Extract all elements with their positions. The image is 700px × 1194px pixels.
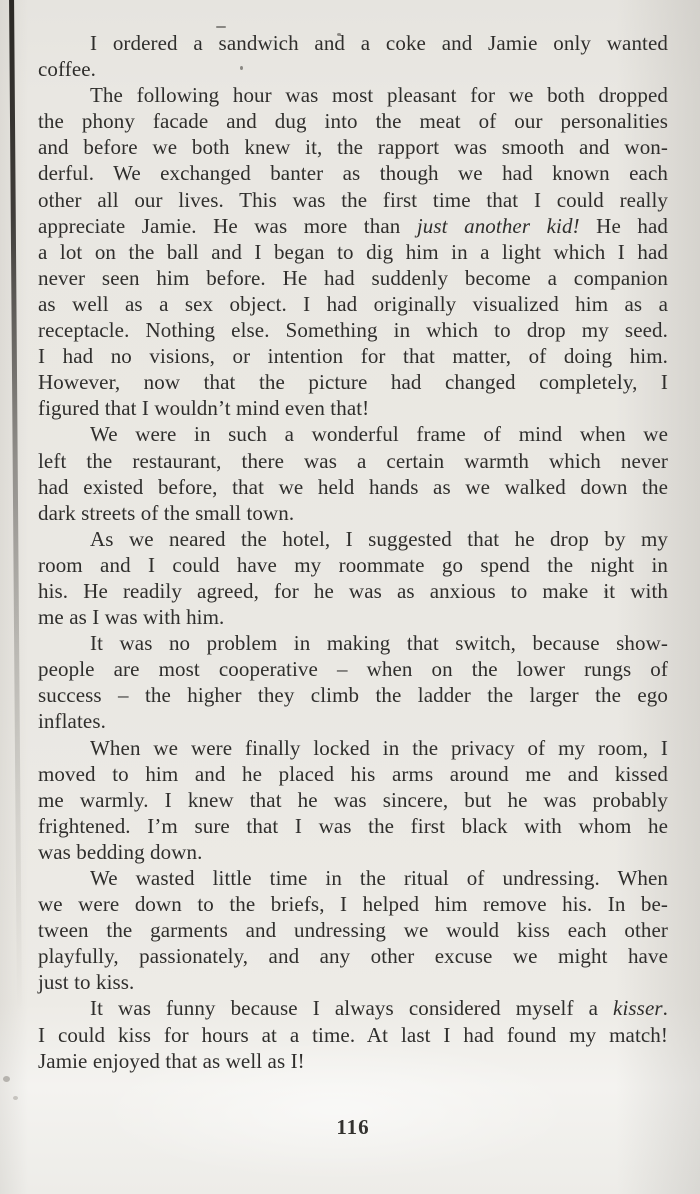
paragraph [38,82,668,421]
text-line: had existed before, that we held hands as we walked down the [38,474,668,499]
text-line: moved to him and he placed his arms around me and kissed [38,761,668,786]
text-line: However, now that the picture had changed completely, I [38,370,668,395]
text-line: success – the higher they climb the ladder the larger the ego [38,683,668,708]
text-line: figured that I wouldn’t mind even that! [38,396,370,421]
text-line: Jamie enjoyed that as well as I! [38,1048,305,1073]
text-line: As we neared the hotel, I suggested that he drop by my [90,526,668,551]
text-line: dark streets of the small town. [38,500,295,525]
text-line: I had no visions, or intention for that matter, of doing him. [38,344,668,369]
text-line: We were in such a wonderful frame of mind when we [90,422,668,447]
text-line: I could kiss for hours at a time. At last I had found my match! [38,1022,668,1047]
text-line: me as I was with him. [38,605,225,630]
text-line: and before we both knew it, the rapport was smooth and won- [38,135,668,160]
text-line: room and I could have my roommate go spend the night in [38,552,668,577]
text-line: It was funny because I always considered myself a kisser. [90,996,668,1021]
text-line: as well as a sex object. I had originally visualized him as a [38,291,668,316]
paragraph [38,865,668,995]
text-line: his. He readily agreed, for he was as anxious to make it with [38,578,668,603]
text-line: frightened. I’m sure that I was the first black with whom he [38,813,668,838]
text-line: the phony facade and dug into the meat of our personalities [38,109,668,134]
text-line: tween the garments and undressing we would kiss each other [38,918,668,943]
text-line: people are most cooperative – when on the lower rungs of [38,657,668,682]
text-line: never seen him before. He had suddenly become a companion [38,265,668,290]
scan-edge-shadow [9,0,22,1012]
text-line: derful. We exchanged banter as though we had known each [38,161,668,186]
paragraph [38,526,668,630]
text-line: playfully, passionately, and any other excuse we might have [38,944,668,969]
page-text [38,30,668,1074]
text-line: appreciate Jamie. He was more than just another kid! He had [38,213,668,238]
text-line: left the restaurant, there was a certain warmth which never [38,448,668,473]
scan-artifact [3,1076,10,1082]
text-line: It was no problem in making that switch, because show- [90,631,668,656]
text-line: other all our lives. This was the first time that I could really [38,187,668,212]
text-line: The following hour was most pleasant for we both dropped [90,83,668,108]
text-line: a lot on the ball and I began to dig him in a light which I had [38,239,668,264]
text-line: receptacle. Nothing else. Something in which to drop my seed. [38,318,668,343]
scan-artifact [216,26,226,28]
text-line: just to kiss. [38,970,135,995]
text-line: coffee. [38,57,97,82]
paragraph [38,421,668,525]
text-line: When we were finally locked in the privacy of my room, I [90,735,668,760]
text-line: I ordered a sandwich and a coke and Jamie only wanted [90,31,668,55]
scan-artifact [13,1096,18,1100]
paragraph [38,630,668,734]
text-line: inflates. [38,709,106,734]
page-number: 116 [336,1115,370,1139]
text-line: we were down to the briefs, I helped him remove his. In be- [38,892,668,917]
paragraph [38,30,668,82]
paragraph [38,995,668,1073]
paragraph [38,735,668,865]
text-line: was bedding down. [38,839,203,864]
text-line: me warmly. I knew that he was sincere, but he was probably [38,787,668,812]
text-line: We wasted little time in the ritual of undressing. When [90,866,668,890]
